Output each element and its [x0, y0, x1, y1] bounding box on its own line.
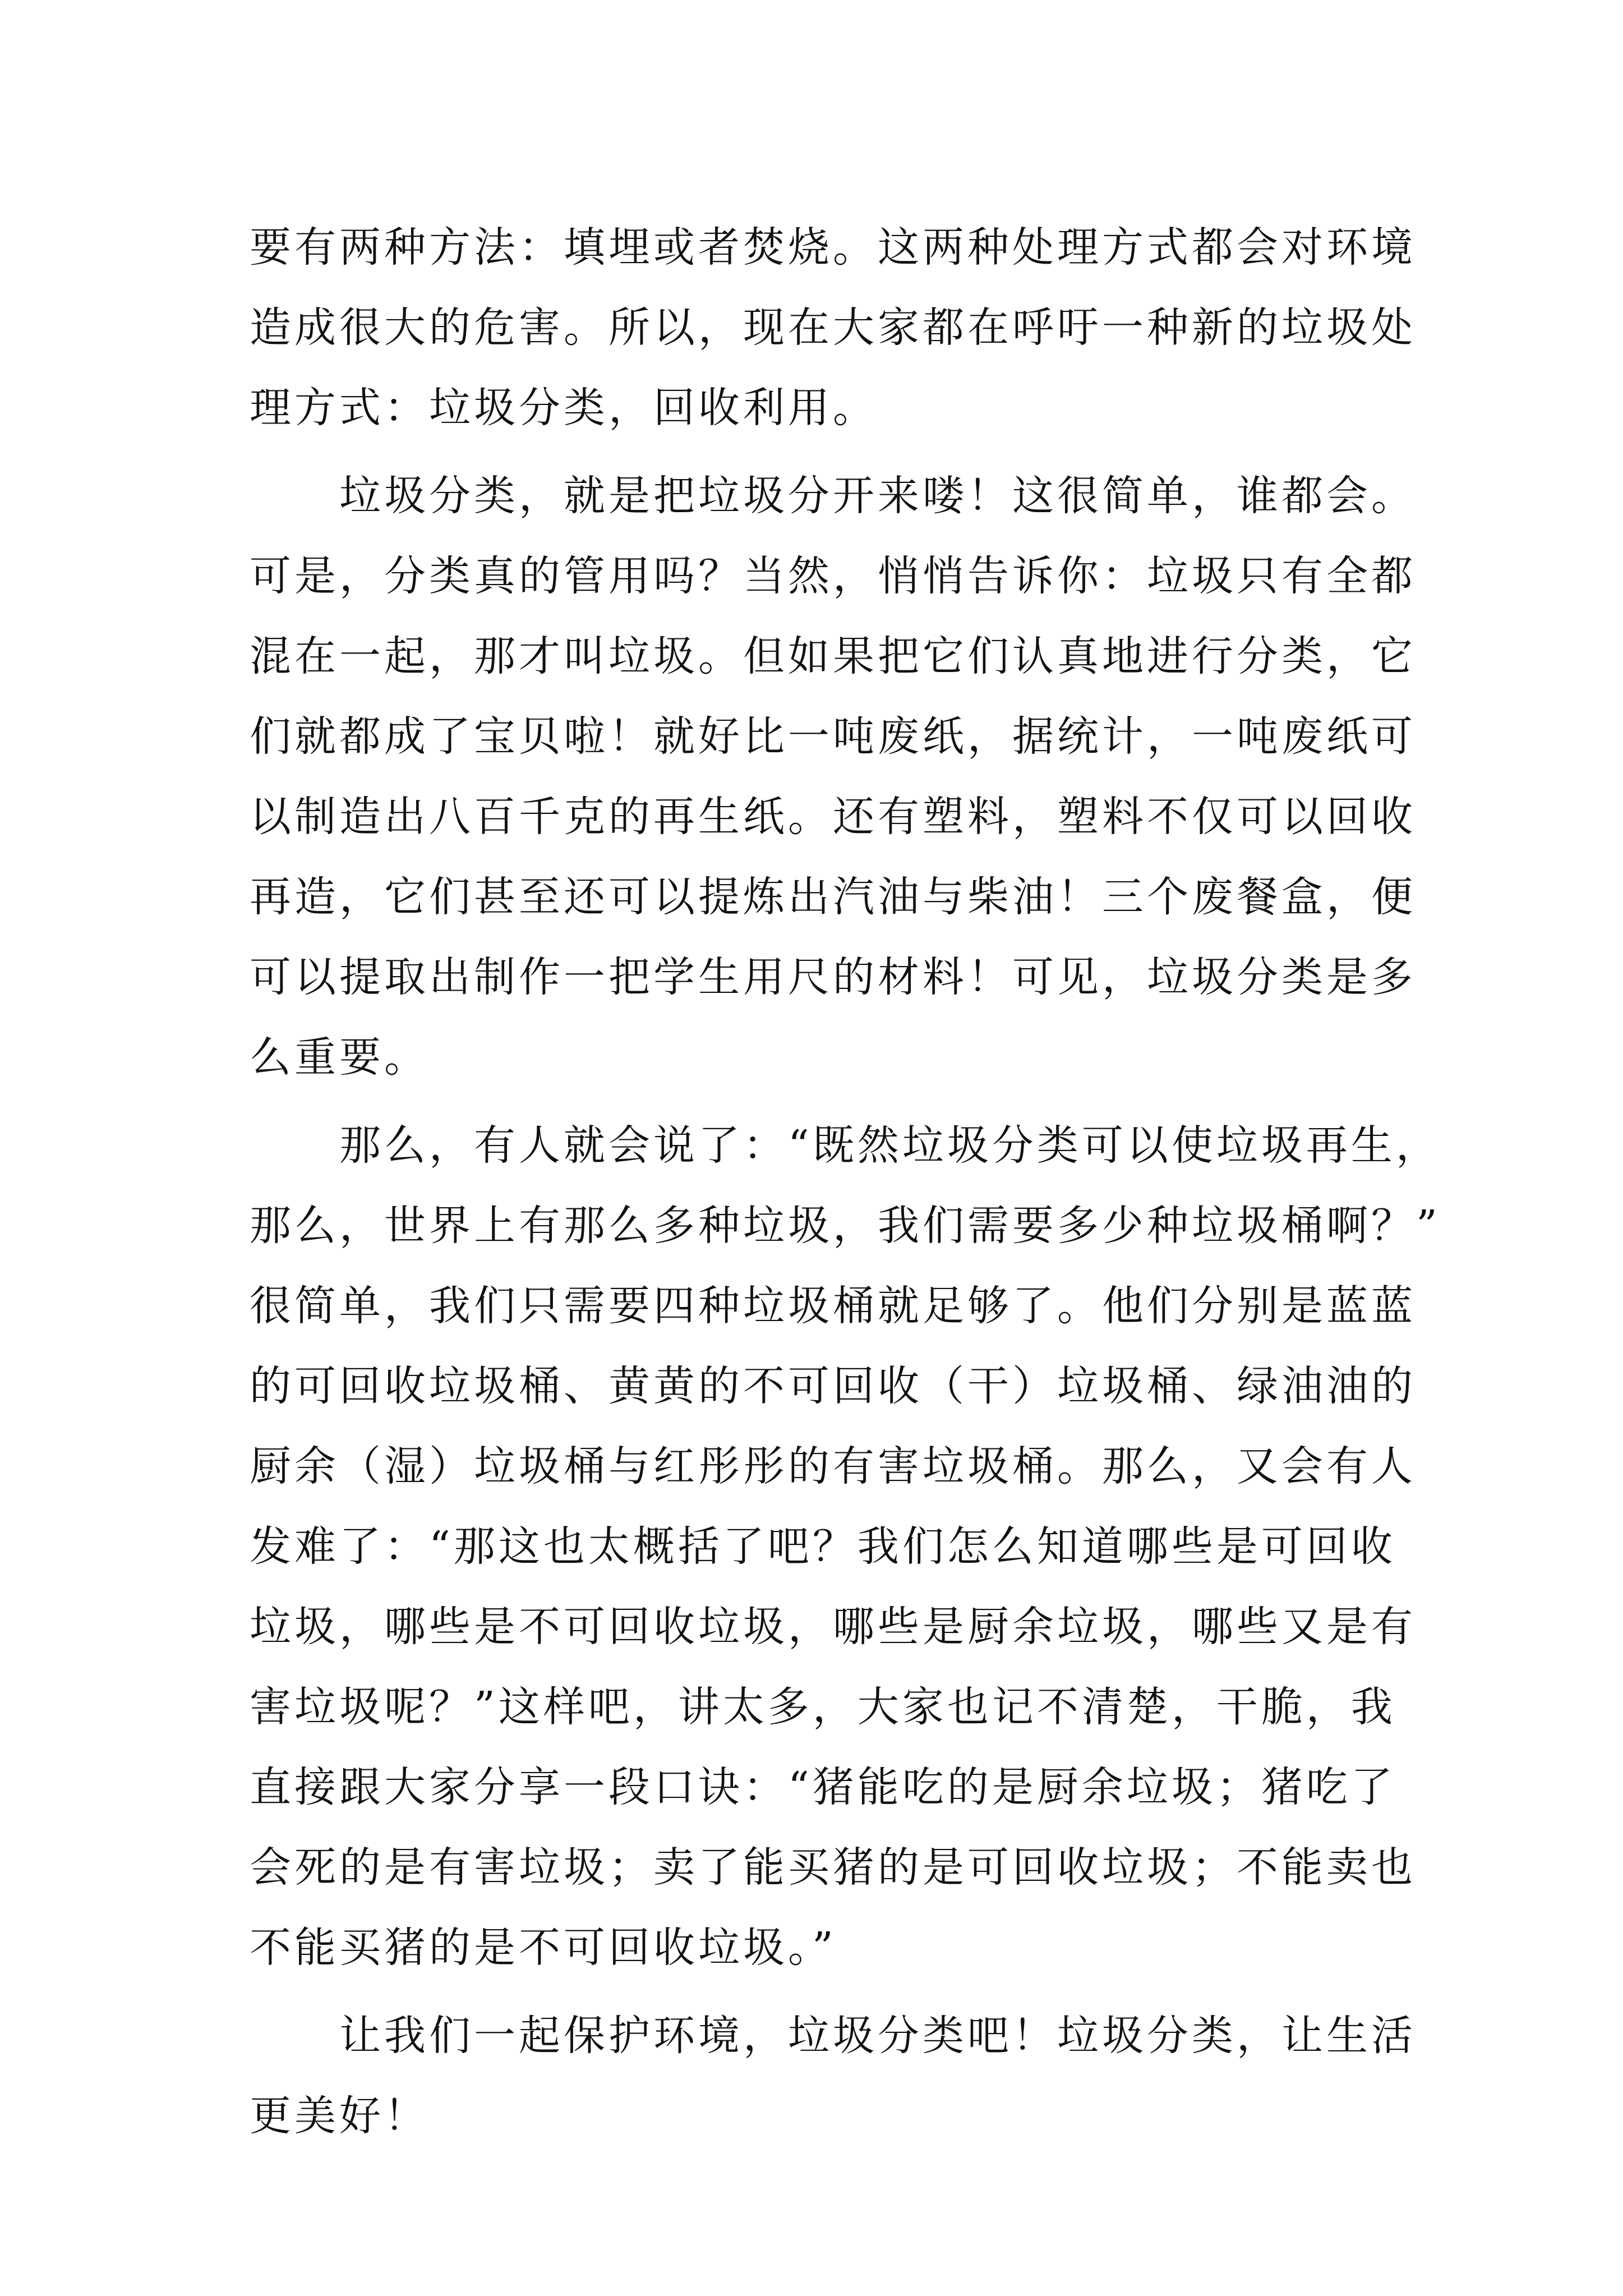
text-line: 很简单，我们只需要四种垃圾桶就足够了。他们分别是蓝蓝 [250, 1282, 1416, 1330]
text-line: 理方式：垃圾分类，回收利用。 [250, 384, 878, 432]
text-line: 害垃圾呢？”这样吧，讲太多，大家也记不清楚，干脆，我 [250, 1683, 1396, 1731]
text-line: 会死的是有害垃圾；卖了能买猪的是可回收垃圾；不能卖也 [250, 1843, 1416, 1892]
text-line: 们就都成了宝贝啦！就好比一吨废纸，据统计，一吨废纸可 [250, 712, 1416, 761]
text-line: 可是，分类真的管用吗？当然，悄悄告诉你：垃圾只有全都 [250, 552, 1416, 600]
text-line: 让我们一起保护环境，垃圾分类吧！垃圾分类，让生活 [250, 2012, 1416, 2060]
text-line: 可以提取出制作一把学生用尺的材料！可见，垃圾分类是多 [250, 953, 1416, 1001]
paragraph-gap [250, 1988, 1377, 1996]
text-line: 垃圾分类，就是把垃圾分开来喽！这很简单，谁都会。 [250, 472, 1416, 520]
text-line: 的可回收垃圾桶、黄黄的不可回收（干）垃圾桶、绿油油的 [250, 1362, 1416, 1410]
text-line: 发难了：“那这也太概括了吧？我们怎么知道哪些是可回收 [250, 1522, 1396, 1571]
text-line: 么重要。 [250, 1033, 429, 1082]
text-line: 要有两种方法：填埋或者焚烧。这两种处理方式都会对环境 [250, 223, 1416, 272]
text-line: 再造，它们甚至还可以提炼出汽油与柴油！三个废餐盒，便 [250, 873, 1416, 921]
text-line: 直接跟大家分享一段口诀：“猪能吃的是厨余垃圾；猪吃了 [250, 1763, 1396, 1811]
document-body [250, 208, 1441, 2156]
text-line: 以制造出八百千克的再生纸。还有塑料，塑料不仅可以回收 [250, 793, 1416, 841]
text-line: 厨余（湿）垃圾桶与红彤彤的有害垃圾桶。那么，又会有人 [250, 1442, 1416, 1490]
paragraph-gap [250, 1098, 1377, 1106]
text-line: 更美好！ [250, 2092, 429, 2140]
text-line: 不能买猪的是不可回收垃圾。” [250, 1924, 837, 1972]
text-line: 造成很大的危害。所以，现在大家都在呼吁一种新的垃圾处 [250, 303, 1416, 352]
text-line: 混在一起，那才叫垃圾。但如果把它们认真地进行分类，它 [250, 632, 1416, 680]
text-line: 那么，世界上有那么多种垃圾，我们需要多少种垃圾桶啊？” [250, 1202, 1441, 1250]
text-line: 那么，有人就会说了：“既然垃圾分类可以使垃圾再生， [250, 1121, 1441, 1170]
paragraph-gap [250, 448, 1377, 456]
text-line: 垃圾，哪些是不可回收垃圾，哪些是厨余垃圾，哪些又是有 [250, 1603, 1416, 1651]
